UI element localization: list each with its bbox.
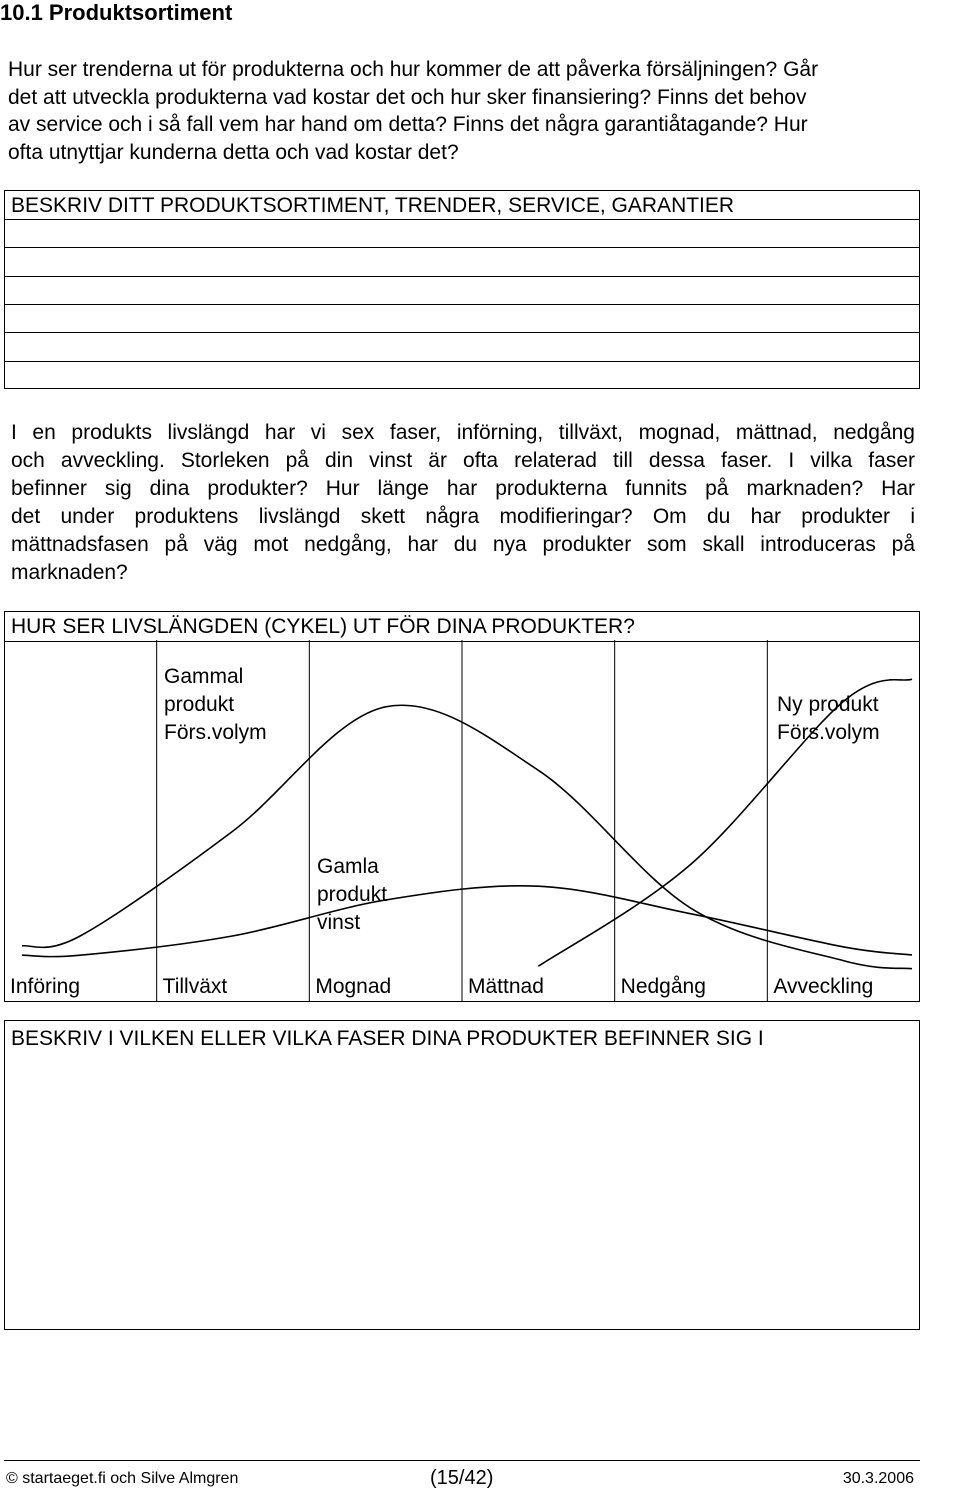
lifecycle-chart — [4, 611, 920, 1002]
chart-annotation: Förs.volym — [777, 721, 880, 744]
chart-box-title: HUR SER LIVSLÄNGDEN (CYKEL) UT FÖR DINA PRODUKTER? — [11, 615, 635, 638]
chart-annotation: Gammal — [164, 665, 244, 688]
lifecycle-chart-box — [4, 611, 920, 1002]
phase-label: Mognad — [315, 975, 392, 998]
footer-page-number: (15/42) — [430, 1467, 494, 1489]
describe-box-title: BESKRIV I VILKEN ELLER VILKA FASER DINA PRODUKTER BEFINNER SIG I — [11, 1027, 764, 1050]
intro-line: ofta utnyttjar kunderna detta och vad kostar det? — [8, 140, 459, 164]
chart-annotation: Ny produkt — [777, 693, 879, 716]
page-footer — [4, 1460, 920, 1492]
footer-copyright: © startaeget.fi och Silve Almgren — [6, 1470, 239, 1487]
answer-line — [5, 304, 919, 305]
intro-line: det att utveckla produkterna vad kostar det och hur sker finansiering? Finns det behov — [8, 85, 807, 109]
footer-date: 30.3.2006 — [842, 1470, 914, 1487]
phase-label: Avveckling — [773, 975, 874, 998]
section-title: 10.1 Produktsortiment — [0, 0, 233, 25]
answer-line — [5, 219, 919, 220]
intro-line: av service och i så fall vem har hand om detta? Finns det några garantiåtagande? Hur — [8, 113, 808, 136]
product-range-answer-box[interactable] — [4, 190, 920, 389]
intro-paragraph — [8, 56, 938, 166]
chart-annotation: Gamla — [317, 855, 379, 878]
chart-annotation: Förs.volym — [164, 721, 267, 744]
lifecycle-line: I en produkts livslängd har vi sex faser, införning, tillväxt, mognad, mättnad, nedgång — [11, 421, 915, 444]
chart-annotation: vinst — [317, 911, 361, 934]
answer-line — [5, 332, 919, 333]
phase-label: Mättnad — [468, 975, 544, 998]
lifecycle-paragraph — [11, 419, 915, 587]
answer-box-title: BESKRIV DITT PRODUKTSORTIMENT, TRENDER, SERVICE, GARANTIER — [11, 194, 735, 217]
phase-label: Nedgång — [620, 975, 706, 998]
phase-description-box[interactable] — [4, 1020, 920, 1330]
phase-label: Tillväxt — [162, 975, 228, 998]
series-line — [22, 886, 912, 957]
chart-annotation: produkt — [164, 693, 235, 716]
lifecycle-line: och avveckling. Storleken på din vinst är ofta relaterad till dessa faser. I vilka faser — [11, 449, 915, 472]
answer-line — [5, 247, 919, 248]
answer-line — [5, 276, 919, 277]
series-line — [22, 705, 912, 969]
lifecycle-line: marknaden? — [11, 561, 128, 584]
answer-line — [5, 361, 919, 362]
intro-line: Hur ser trenderna ut för produkterna och hur kommer de att påverka försäljningen? Går — [8, 58, 819, 81]
lifecycle-line: mättnadsfasen på väg mot nedgång, har du nya produkter som skall introduceras på — [11, 533, 915, 556]
lifecycle-line: det under produktens livslängd skett några modifieringar? Om du har produkter i — [11, 505, 915, 528]
chart-annotation: produkt — [317, 883, 388, 906]
phase-label: Införing — [10, 975, 81, 998]
lifecycle-line: befinner sig dina produkter? Hur länge har produkterna funnits på marknaden? Har — [11, 477, 915, 500]
